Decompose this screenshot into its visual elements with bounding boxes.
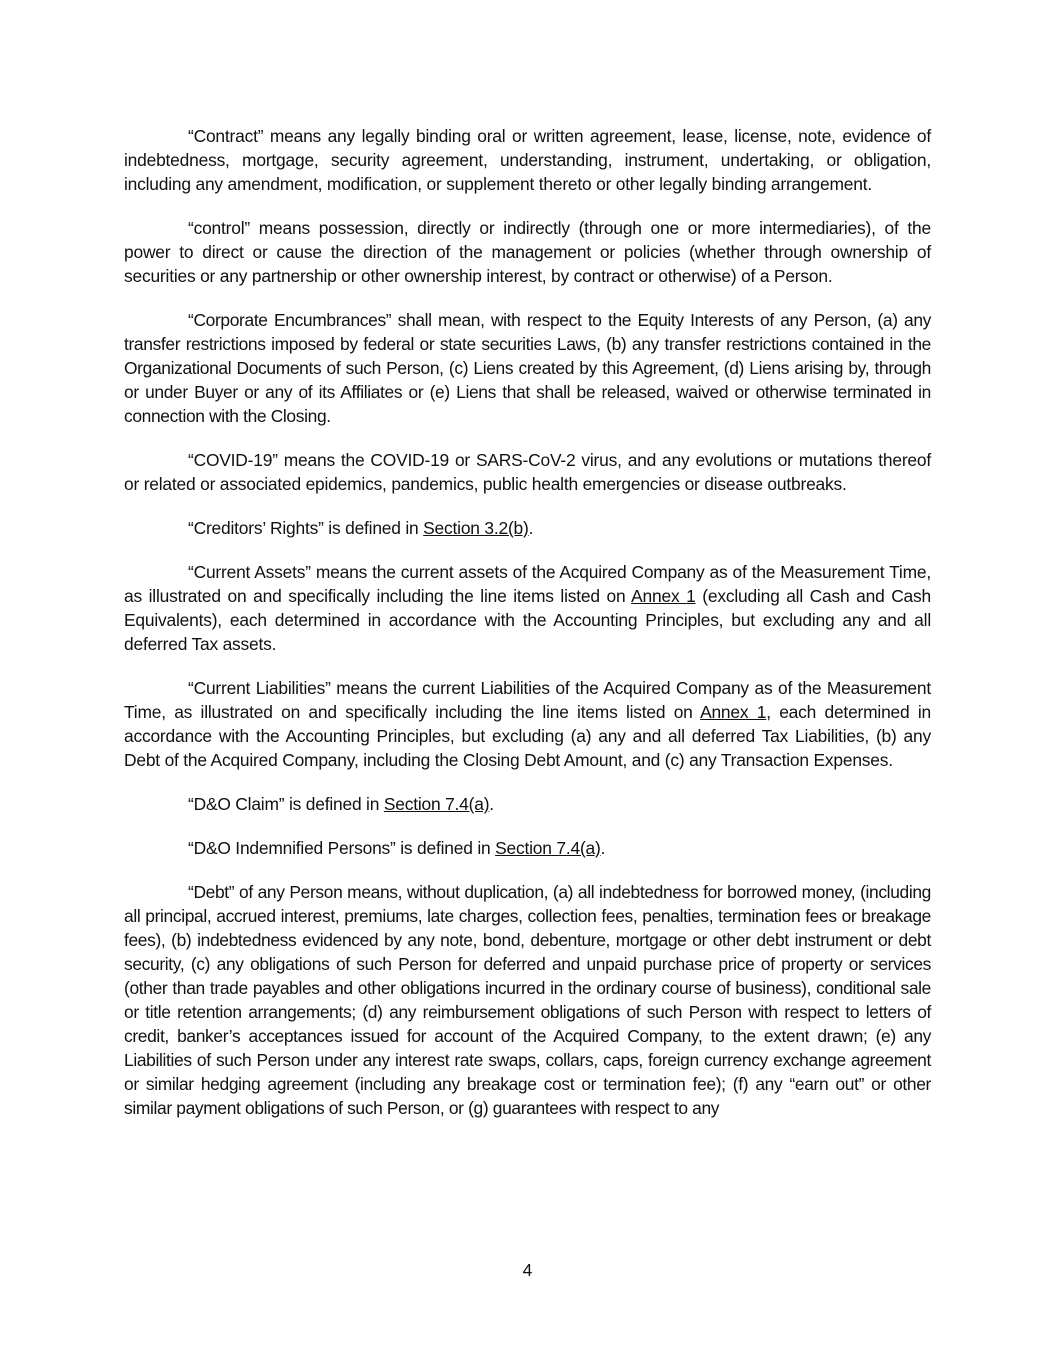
section-reference: Section 7.4(a) [383, 794, 490, 814]
annex-reference: Annex 1 [631, 586, 696, 606]
definition-text: “Current Liabilities” means the current Liabilities of the Acquired Company as of the Measurement Time, as illustrated on and specifically including the line items listed on [124, 678, 931, 722]
definition-do-claim [124, 792, 931, 816]
definition-text: (excluding all Cash and Cash Equivalents), each determined in accordance with the Accounting Principles, but excluding any and all deferred Tax assets. [124, 586, 931, 654]
definition-text: . [528, 518, 534, 538]
definition-text: “Creditors’ Rights” is defined in [188, 518, 424, 538]
definition-debt: “Debt” of any Person means, without duplication, (a) all indebtedness for borrowed money, (including all principal, accrued interest, premiums, late charges, collection fees, penalties, termination fees or breakage fees), (b) indebtedness evidenced by any note, bond, debenture, mortgage or other debt instrument or debt security, (c) any obligations of such Person for deferred and unpaid purchase price of property or services (other than trade payables and other obligations incurred in the ordinary course of business), conditional sale or title retention arrangements; (d) any reimbursement obligations of such Person with respect to letters of credit, banker’s acceptances issued for account of the Acquired Company, to the extent drawn; (e) any Liabilities of such Person under any interest rate swaps, collars, caps, foreign currency exchange agreement or similar hedging agreement (including any breakage cost or termination fee); (f) any “earn out” or other similar payment obligations of such Person, or (g) guarantees with respect to any [124, 882, 931, 1118]
definition-text: “D&O Indemnified Persons” is defined in [188, 838, 496, 858]
definition-text: . [600, 838, 606, 858]
definition-text: , each determined in accordance with the Accounting Principles, but excluding (a) any and all deferred Tax Liabilities, (b) any Debt of the Acquired Company, including the Closing Debt Amount, and (c) any Transaction Expenses. [124, 702, 931, 770]
annex-reference: Annex 1 [700, 702, 767, 722]
document-body [124, 124, 931, 1140]
definition-text: “Current Assets” means the current assets of the Acquired Company as of the Measurement Time, as illustrated on and specifically including the line items listed on [124, 562, 931, 606]
definition-control: “control” means possession, directly or indirectly (through one or more intermediaries), of the power to direct or cause the direction of the management or policies (whether through ownership of securities or any partnership or other ownership interest, by contract or otherwise) of a Person. [124, 218, 931, 286]
section-reference: Section 7.4(a) [495, 838, 601, 858]
definition-contract: “Contract” means any legally binding oral or written agreement, lease, license, note, evidence of indebtedness, mortgage, security agreement, understanding, instrument, undertaking, or obligation, including any amendment, modification, or supplement thereto or other legally binding arrangement. [124, 126, 931, 194]
definition-creditors-rights [124, 516, 931, 540]
definition-corporate-encumbrances: “Corporate Encumbrances” shall mean, with respect to the Equity Interests of any Person, (a) any transfer restrictions imposed by federal or state securities Laws, (b) any transfer restrictions contained in the Organizational Documents of such Person, (c) Liens created by this Agreement, (d) Liens arising by, through or under Buyer or any of its Affiliates or (e) Liens that shall be released, waived or otherwise terminated in connection with the Closing. [124, 310, 931, 426]
section-reference: Section 3.2(b) [423, 518, 529, 538]
definition-text: “D&O Claim” is defined in [188, 794, 384, 814]
definition-current-liabilities [124, 676, 931, 772]
definition-covid-19: “COVID-19” means the COVID-19 or SARS-CoV-2 virus, and any evolutions or mutations thereof or related or associated epidemics, pandemics, public health emergencies or disease outbreaks. [124, 450, 931, 494]
definition-text: . [489, 794, 494, 814]
page-number: 4 [522, 1260, 533, 1280]
definition-current-assets [124, 560, 931, 656]
definition-do-indemnified-persons [124, 836, 931, 860]
